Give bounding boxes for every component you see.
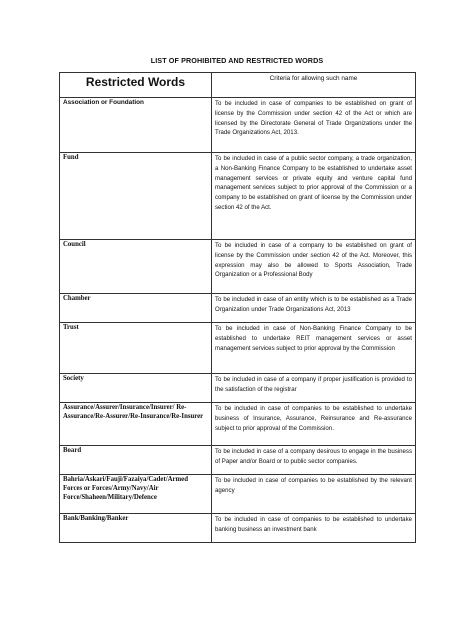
table-row: [60, 445, 416, 474]
criteria-text: To be included in case of companies to be established to undertake business of Insurance, Assurance, Reinsurance and Re-assurance subject to prior approval of the Commission.: [212, 402, 416, 445]
table-row: [60, 293, 416, 322]
header-criteria: Criteria for allowing such name: [212, 73, 416, 98]
table-row: [60, 513, 416, 542]
restricted-word: Assurance/Assurer/Insurance/Insurer/ Re-Assurance/Re-Assurer/Re-Insurance/Re-Insurer: [60, 402, 212, 445]
criteria-text: To be included in case of companies to be established by the relevant agency: [212, 474, 416, 513]
criteria-text: To be included in case of a company to be established on grant of license by the Commission under section 42 of the Act. Moreover, this expression may also be allowed to Sports Association, Trade Organization or a Professional Body: [212, 239, 416, 293]
page-title: LIST OF PROHIBITED AND RESTRICTED WORDS: [150, 56, 324, 65]
criteria-text: To be included in case of companies to be established on grant of license by the Commission under section 42 of the Act or which are licensed by the Directorate General of Trade Organizations under the Trade Organizations Act, 2013.: [212, 97, 416, 152]
criteria-text: To be included in case of a public sector company, a trade organization, a Non-Banking Finance Company to be established to undertake asset management services or private equity and venture capital fund management services subject to prior approval of the Commission or a company to be established on grant of license by the Commission under section 42 of the Act.: [212, 152, 416, 239]
criteria-text: To be included in case of a company if proper justification is provided to the satisfaction of the registrar: [212, 373, 416, 402]
table-row: [60, 402, 416, 445]
restricted-word: Fund: [60, 152, 212, 239]
criteria-text: To be included in case of companies to be established to undertake banking business an investment bank: [212, 513, 416, 542]
table-row: [60, 239, 416, 293]
table-row: [60, 373, 416, 402]
table-row: [60, 152, 416, 239]
restricted-word: Trust: [60, 322, 212, 373]
table-header-row: [60, 73, 416, 98]
restricted-words-table: [59, 72, 416, 543]
restricted-word: Council: [60, 239, 212, 293]
restricted-word: Chamber: [60, 293, 212, 322]
restricted-word: Bank/Banking/Banker: [60, 513, 212, 542]
criteria-text: To be included in case of an entity which is to be established as a Trade Organization under Trade Organizations Act, 2013: [212, 293, 416, 322]
header-restricted-words: Restricted Words: [60, 73, 212, 98]
restricted-word: Board: [60, 445, 212, 474]
table-row: [60, 322, 416, 373]
restricted-word: Society: [60, 373, 212, 402]
criteria-text: To be included in case of a company desirous to engage in the business of Paper and/or Board or to public sector companies.: [212, 445, 416, 474]
restricted-word: Association or Foundation: [60, 97, 212, 152]
table-row: [60, 474, 416, 513]
criteria-text: To be included in case of Non-Banking Finance Company to be established to undertake REIT management services or asset management services subject to prior approval by the Commission: [212, 322, 416, 373]
restricted-word: Bahria/Askari/Fauji/Fazaiya/Cadet/Armed Forces or Forces/Army/Navy/Air Force/Shaheen/Military/Defence: [60, 474, 212, 513]
table-row: [60, 97, 416, 152]
